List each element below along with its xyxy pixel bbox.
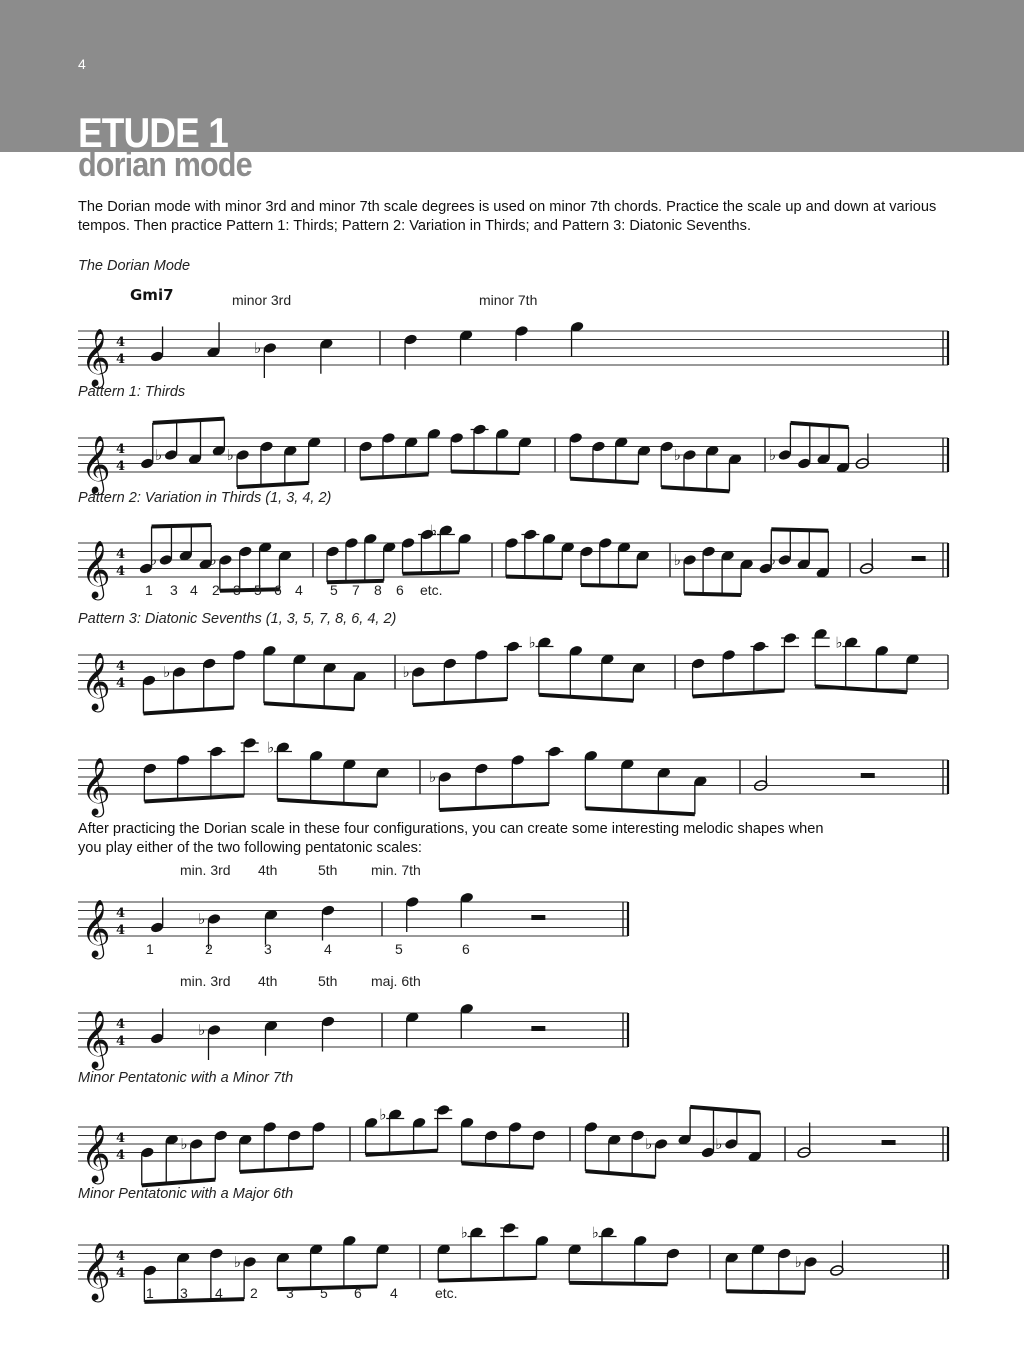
fingering-number: 3 xyxy=(233,582,241,598)
caption-minor7: Minor Pentatonic with a Minor 7th xyxy=(78,1070,294,1086)
fingering-number: 4 xyxy=(390,1285,398,1301)
flat-sign: ♭ xyxy=(768,551,776,569)
fingering-number: 2 xyxy=(250,1285,258,1301)
time-signature-bottom: 4 xyxy=(116,459,126,474)
fingering-number: 3 xyxy=(180,1285,188,1301)
flat-sign: ♭ xyxy=(835,633,843,652)
scale-degree-number: 5 xyxy=(395,941,403,957)
scale-degree-label: min. 3rd xyxy=(180,973,231,989)
fingering-number: 6 xyxy=(396,582,404,598)
time-signature-top: 4 xyxy=(116,1249,126,1264)
flat-sign: ♭ xyxy=(428,768,437,786)
fingering-number: 5 xyxy=(254,582,262,598)
scale-degree-number: 3 xyxy=(264,941,272,957)
flat-sign: ♭ xyxy=(180,1135,188,1153)
middle-paragraph: After practicing the Dorian scale in these four configurations, you can create some interesting melodic shapes when you play either of the two following pentatonic scales: xyxy=(78,821,824,856)
flat-sign: ♭ xyxy=(198,1021,206,1039)
treble-clef: 𝄞 xyxy=(81,1242,111,1300)
scale-degree-label: 5th xyxy=(318,973,338,989)
flat-sign: ♭ xyxy=(591,1223,599,1242)
treble-clef: 𝄞 xyxy=(81,540,111,598)
time-signature-bottom: 4 xyxy=(116,1148,126,1163)
time-signature-bottom: 4 xyxy=(116,352,126,367)
fingering-number: etc. xyxy=(435,1285,458,1301)
flat-sign: ♭ xyxy=(528,633,536,652)
time-signature-top: 4 xyxy=(116,335,126,350)
chord-symbol: Gmi7 xyxy=(130,286,174,304)
beam xyxy=(569,1283,667,1284)
flat-sign: ♭ xyxy=(460,1223,468,1242)
time-signature-bottom: 4 xyxy=(116,1266,126,1281)
fingering-number: 4 xyxy=(215,1285,223,1301)
scale-degree-number: 4 xyxy=(324,941,332,957)
fingering-number: 6 xyxy=(274,582,282,598)
flat-sign: ♭ xyxy=(673,446,681,464)
flat-sign: ♭ xyxy=(209,551,217,569)
fingering-number: etc. xyxy=(420,582,443,598)
label-minor-7th: minor 7th xyxy=(479,292,538,308)
time-signature-bottom: 4 xyxy=(116,564,126,579)
flat-sign: ♭ xyxy=(768,446,776,464)
etude-title: ETUDE 1 xyxy=(78,109,228,156)
time-signature-bottom: 4 xyxy=(116,676,126,691)
beam xyxy=(438,1278,536,1281)
page-number: 4 xyxy=(78,56,86,72)
flat-sign: ♭ xyxy=(198,910,206,928)
flat-sign: ♭ xyxy=(253,339,262,357)
fingering-number: 6 xyxy=(354,1285,362,1301)
flat-sign: ♭ xyxy=(794,1253,802,1271)
caption-pattern3: Pattern 3: Diatonic Sevenths (1, 3, 5, 7, 8, 6, 4, 2) xyxy=(78,611,397,627)
scale-degree-number: 1 xyxy=(146,941,154,957)
fingering-number: 1 xyxy=(145,582,153,598)
fingering-number: 5 xyxy=(330,582,338,598)
beam xyxy=(726,1291,805,1292)
treble-clef: 𝄞 xyxy=(81,435,111,493)
fingering-number: 7 xyxy=(352,582,360,598)
scale-degree-label: 4th xyxy=(258,862,278,878)
flat-sign: ♭ xyxy=(266,738,275,757)
flat-sign: ♭ xyxy=(226,446,234,464)
fingering-number: 2 xyxy=(212,582,220,598)
scale-degree-label: min. 3rd xyxy=(180,862,231,878)
time-signature-bottom: 4 xyxy=(116,923,126,938)
fingering-number: 3 xyxy=(286,1285,294,1301)
time-signature-top: 4 xyxy=(116,1131,126,1146)
intro-paragraph: The Dorian mode with minor 3rd and minor 7th scale degrees is used on minor 7th chords. Practice the scale up and down at various tempos. Then practice Pattern 1: Thirds; Pattern 2: Variation in Thirds; and Pattern 3: Diatonic Sevenths. xyxy=(78,199,937,234)
time-signature-top: 4 xyxy=(116,442,126,457)
treble-clef: 𝄞 xyxy=(81,652,111,710)
label-minor-3rd: minor 3rd xyxy=(232,292,292,308)
fingering-number: 3 xyxy=(170,582,178,598)
treble-clef: 𝄞 xyxy=(81,899,111,957)
scale-degree-label: maj. 6th xyxy=(371,973,421,989)
treble-clef: 𝄞 xyxy=(81,328,111,386)
mode-subtitle: dorian mode xyxy=(78,146,252,184)
flat-sign: ♭ xyxy=(149,551,157,569)
scale-degree-label: 5th xyxy=(318,862,338,878)
fingering-number: 4 xyxy=(190,582,198,598)
flat-sign: ♭ xyxy=(233,1253,241,1271)
treble-clef: 𝄞 xyxy=(81,757,111,815)
time-signature-top: 4 xyxy=(116,547,126,562)
treble-clef: 𝄞 xyxy=(81,1124,111,1182)
time-signature-bottom: 4 xyxy=(116,1034,126,1049)
flat-sign: ♭ xyxy=(402,663,410,681)
scale-degree-number: 6 xyxy=(462,941,470,957)
beam xyxy=(144,1299,244,1302)
flat-sign: ♭ xyxy=(673,551,681,569)
time-signature-top: 4 xyxy=(116,1017,126,1032)
time-signature-top: 4 xyxy=(116,659,126,674)
time-signature-top: 4 xyxy=(116,906,126,921)
fingering-number: 5 xyxy=(320,1285,328,1301)
caption-pattern1: Pattern 1: Thirds xyxy=(78,384,186,400)
fingering-number: 8 xyxy=(374,582,382,598)
scale-degree-number: 2 xyxy=(205,941,213,957)
caption-dorian: The Dorian Mode xyxy=(78,258,191,274)
flat-sign: ♭ xyxy=(155,446,163,464)
flat-sign: ♭ xyxy=(379,1105,387,1124)
flat-sign: ♭ xyxy=(429,521,437,540)
flat-sign: ♭ xyxy=(645,1135,653,1153)
scale-degree-label: 4th xyxy=(258,973,278,989)
caption-pattern2: Pattern 2: Variation in Thirds (1, 3, 4, 2) xyxy=(78,490,332,506)
caption-major6: Minor Pentatonic with a Major 6th xyxy=(78,1186,294,1202)
fingering-number: 4 xyxy=(295,582,303,598)
flat-sign: ♭ xyxy=(715,1135,723,1153)
fingering-number: 1 xyxy=(146,1285,154,1301)
flat-sign: ♭ xyxy=(163,663,171,681)
treble-clef: 𝄞 xyxy=(81,1010,111,1068)
scale-degree-label: min. 7th xyxy=(371,862,421,878)
